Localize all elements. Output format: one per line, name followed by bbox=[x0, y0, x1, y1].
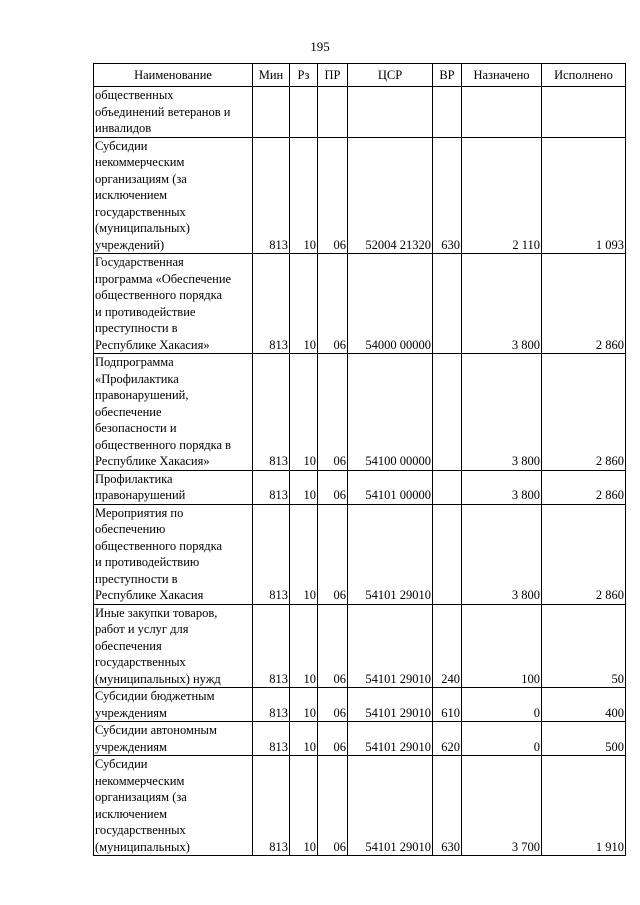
header-name: Наименование bbox=[94, 64, 253, 87]
table-row bbox=[94, 137, 626, 254]
header-min: Мин bbox=[253, 64, 290, 87]
cell-vr bbox=[433, 254, 462, 354]
cell-pr: 06 bbox=[318, 756, 348, 856]
cell-name: общественных объединений ветеранов и инвалидов bbox=[94, 87, 253, 138]
cell-assigned: 3 800 bbox=[462, 470, 542, 504]
header-csr: ЦСР bbox=[348, 64, 433, 87]
header-vr: ВР bbox=[433, 64, 462, 87]
cell-executed: 50 bbox=[542, 604, 626, 688]
table-row bbox=[94, 87, 626, 138]
cell-assigned: 100 bbox=[462, 604, 542, 688]
cell-min: 813 bbox=[253, 504, 290, 604]
cell-min: 813 bbox=[253, 254, 290, 354]
cell-rz bbox=[290, 87, 318, 138]
cell-executed: 2 860 bbox=[542, 254, 626, 354]
cell-csr bbox=[348, 87, 433, 138]
cell-min: 813 bbox=[253, 137, 290, 254]
cell-pr: 06 bbox=[318, 504, 348, 604]
cell-min: 813 bbox=[253, 354, 290, 471]
cell-vr bbox=[433, 504, 462, 604]
cell-csr: 54101 29010 bbox=[348, 504, 433, 604]
cell-name: Субсидии автономным учреждениям bbox=[94, 722, 253, 756]
table-row bbox=[94, 504, 626, 604]
cell-assigned: 3 800 bbox=[462, 354, 542, 471]
cell-pr: 06 bbox=[318, 688, 348, 722]
cell-executed: 2 860 bbox=[542, 504, 626, 604]
cell-assigned bbox=[462, 87, 542, 138]
table-row bbox=[94, 756, 626, 856]
table-header-row bbox=[94, 64, 626, 87]
cell-name: Подпрограмма «Профилактика правонарушений, обеспечение безопасности и общественного порядка в Республике Хакасия» bbox=[94, 354, 253, 471]
cell-assigned: 2 110 bbox=[462, 137, 542, 254]
cell-rz: 10 bbox=[290, 354, 318, 471]
cell-assigned: 3 800 bbox=[462, 504, 542, 604]
cell-vr bbox=[433, 354, 462, 471]
cell-rz: 10 bbox=[290, 504, 318, 604]
cell-name: Иные закупки товаров, работ и услуг для обеспечения государственных (муниципальных) нужд bbox=[94, 604, 253, 688]
table-row bbox=[94, 254, 626, 354]
cell-pr: 06 bbox=[318, 604, 348, 688]
cell-pr: 06 bbox=[318, 254, 348, 354]
cell-pr: 06 bbox=[318, 354, 348, 471]
cell-vr: 630 bbox=[433, 756, 462, 856]
cell-executed: 500 bbox=[542, 722, 626, 756]
table-row bbox=[94, 354, 626, 471]
cell-pr: 06 bbox=[318, 722, 348, 756]
cell-rz: 10 bbox=[290, 722, 318, 756]
table-row bbox=[94, 470, 626, 504]
cell-csr: 54101 00000 bbox=[348, 470, 433, 504]
cell-csr: 54101 29010 bbox=[348, 756, 433, 856]
cell-min: 813 bbox=[253, 722, 290, 756]
cell-min: 813 bbox=[253, 604, 290, 688]
header-assigned: Назначено bbox=[462, 64, 542, 87]
cell-executed: 1 910 bbox=[542, 756, 626, 856]
cell-csr: 54000 00000 bbox=[348, 254, 433, 354]
cell-vr: 630 bbox=[433, 137, 462, 254]
header-executed: Исполнено bbox=[542, 64, 626, 87]
cell-executed: 1 093 bbox=[542, 137, 626, 254]
cell-vr bbox=[433, 470, 462, 504]
cell-name: Субсидии некоммерческим организациям (за исключением государственных (муниципальных) учреждений) bbox=[94, 137, 253, 254]
cell-min: 813 bbox=[253, 688, 290, 722]
cell-pr: 06 bbox=[318, 470, 348, 504]
cell-vr bbox=[433, 87, 462, 138]
cell-assigned: 0 bbox=[462, 688, 542, 722]
cell-rz: 10 bbox=[290, 470, 318, 504]
header-rz: Рз bbox=[290, 64, 318, 87]
cell-name: Мероприятия по обеспечению общественного порядка и противодействию преступности в Республике Хакасия bbox=[94, 504, 253, 604]
cell-name: Государственная программа «Обеспечение общественного порядка и противодействие преступности в Республике Хакасия» bbox=[94, 254, 253, 354]
cell-pr bbox=[318, 87, 348, 138]
cell-min: 813 bbox=[253, 756, 290, 856]
cell-min bbox=[253, 87, 290, 138]
cell-name: Субсидии некоммерческим организациям (за исключением государственных (муниципальных) bbox=[94, 756, 253, 856]
cell-executed: 400 bbox=[542, 688, 626, 722]
cell-executed: 2 860 bbox=[542, 470, 626, 504]
cell-rz: 10 bbox=[290, 688, 318, 722]
cell-vr: 240 bbox=[433, 604, 462, 688]
cell-executed bbox=[542, 87, 626, 138]
cell-rz: 10 bbox=[290, 254, 318, 354]
table-row bbox=[94, 722, 626, 756]
cell-csr: 52004 21320 bbox=[348, 137, 433, 254]
cell-csr: 54100 00000 bbox=[348, 354, 433, 471]
header-pr: ПР bbox=[318, 64, 348, 87]
cell-rz: 10 bbox=[290, 604, 318, 688]
cell-name: Профилактика правонарушений bbox=[94, 470, 253, 504]
budget-table bbox=[93, 63, 626, 856]
cell-min: 813 bbox=[253, 470, 290, 504]
page-number: 195 bbox=[310, 39, 330, 54]
table-row bbox=[94, 604, 626, 688]
cell-assigned: 0 bbox=[462, 722, 542, 756]
cell-executed: 2 860 bbox=[542, 354, 626, 471]
cell-vr: 620 bbox=[433, 722, 462, 756]
cell-rz: 10 bbox=[290, 756, 318, 856]
cell-csr: 54101 29010 bbox=[348, 688, 433, 722]
cell-vr: 610 bbox=[433, 688, 462, 722]
table-row bbox=[94, 688, 626, 722]
cell-name: Субсидии бюджетным учреждениям bbox=[94, 688, 253, 722]
cell-assigned: 3 800 bbox=[462, 254, 542, 354]
cell-csr: 54101 29010 bbox=[348, 722, 433, 756]
cell-rz: 10 bbox=[290, 137, 318, 254]
cell-csr: 54101 29010 bbox=[348, 604, 433, 688]
cell-assigned: 3 700 bbox=[462, 756, 542, 856]
cell-pr: 06 bbox=[318, 137, 348, 254]
